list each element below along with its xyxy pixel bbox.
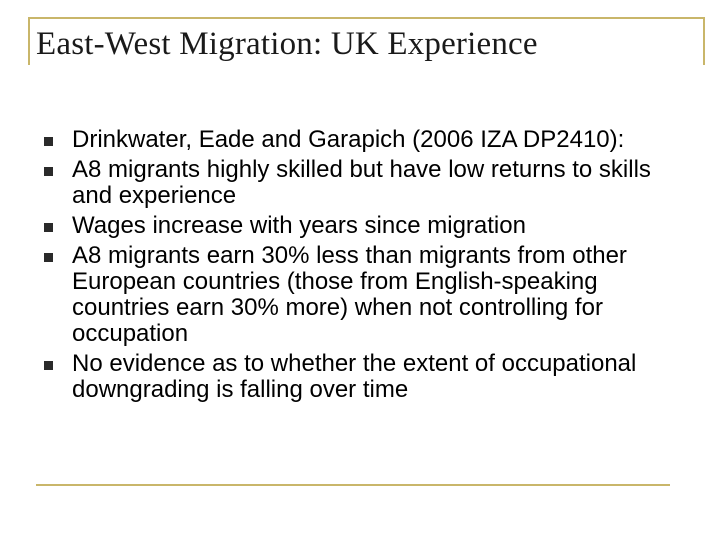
slide-title: East-West Migration: UK Experience xyxy=(36,26,538,62)
bullet-text: A8 migrants earn 30% less than migrants from other European countries (those from English-speaking countries earn 30% more) when not controlling for occupation xyxy=(72,242,627,347)
bullet-text: A8 migrants highly skilled but have low returns to skills and experience xyxy=(72,156,651,209)
square-bullet-icon xyxy=(44,137,53,146)
bullet-text: Wages increase with years since migration xyxy=(72,212,526,239)
bullet-list xyxy=(44,127,684,407)
bullet-item xyxy=(44,213,684,239)
square-bullet-icon xyxy=(44,361,53,370)
bullet-item xyxy=(44,351,684,403)
frame-right-rule xyxy=(703,17,705,65)
square-bullet-icon xyxy=(44,223,53,232)
square-bullet-icon xyxy=(44,253,53,262)
bullet-text: Drinkwater, Eade and Garapich (2006 IZA DP2410): xyxy=(72,126,625,153)
bullet-item xyxy=(44,243,684,347)
frame-top-rule xyxy=(28,17,705,19)
bullet-item xyxy=(44,157,684,209)
square-bullet-icon xyxy=(44,167,53,176)
frame-left-rule xyxy=(28,17,30,65)
bullet-text: No evidence as to whether the extent of occupational downgrading is falling over time xyxy=(72,350,637,403)
frame-bottom-rule xyxy=(36,484,670,486)
bullet-item xyxy=(44,127,684,153)
